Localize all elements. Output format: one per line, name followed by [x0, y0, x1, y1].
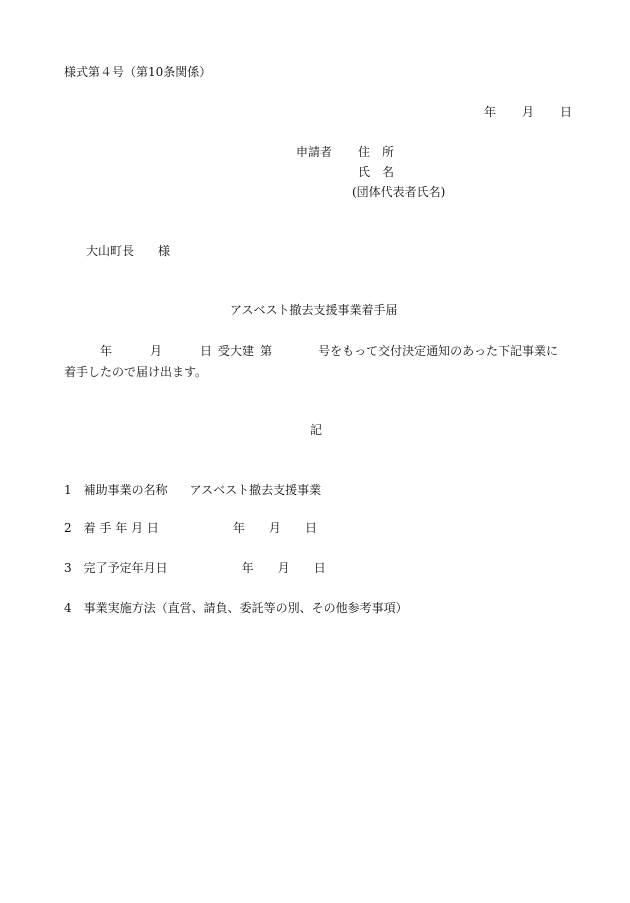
item-value: アスベスト撤去支援事業 — [189, 483, 322, 497]
body-month: 月 — [150, 344, 163, 358]
body-day: 日 — [200, 344, 213, 358]
body-line1-rest: 号をもって交付決定通知のあった下記事業に — [318, 344, 558, 358]
item-label: 補助事業の名称 — [83, 483, 168, 497]
body-line-2: 着手したので届け出ます。 — [64, 365, 208, 379]
addressee-name: 大山町長 — [86, 244, 135, 258]
item-month: 月 — [277, 561, 290, 575]
item-month: 月 — [268, 521, 281, 535]
date-month: 月 — [522, 105, 535, 119]
item-year: 年 — [232, 521, 245, 535]
body-ref-prefix: 受大建 — [218, 344, 255, 358]
item-label: 着 手 年 月 日 — [83, 521, 159, 535]
ki-heading: 記 — [310, 423, 323, 437]
applicant-address-label: 住 所 — [358, 145, 395, 159]
date-year: 年 — [484, 105, 497, 119]
body-ref-dai: 第 — [260, 344, 273, 358]
submission-date — [484, 106, 572, 118]
item-start-date — [64, 522, 317, 534]
item-number: 4 — [64, 601, 72, 615]
item-label: 完了予定年月日 — [83, 561, 168, 575]
applicant-org-note: (団体代表者氏名) — [352, 185, 446, 199]
body-line-1 — [100, 345, 558, 357]
item-number: 3 — [64, 561, 72, 575]
item-day: 日 — [304, 521, 317, 535]
form-number: 様式第４号（第10条関係） — [64, 65, 212, 79]
addressee-honorific: 様 — [158, 244, 171, 258]
body-year: 年 — [100, 344, 113, 358]
item-label: 事業実施方法（直営、請負、委託等の別、その他参考事項） — [83, 601, 408, 615]
applicant-label: 申請者 — [296, 145, 333, 159]
applicant-name-label: 氏 名 — [358, 165, 395, 179]
item-project-name — [64, 484, 321, 496]
item-number: 2 — [64, 521, 72, 535]
item-completion-date — [64, 562, 326, 574]
item-implementation-method — [64, 602, 408, 614]
item-number: 1 — [64, 483, 72, 497]
date-day: 日 — [560, 105, 573, 119]
item-day: 日 — [313, 561, 326, 575]
addressee — [86, 245, 170, 257]
document-title: アスベスト撤去支援事業着手届 — [230, 303, 398, 317]
item-year: 年 — [241, 561, 254, 575]
